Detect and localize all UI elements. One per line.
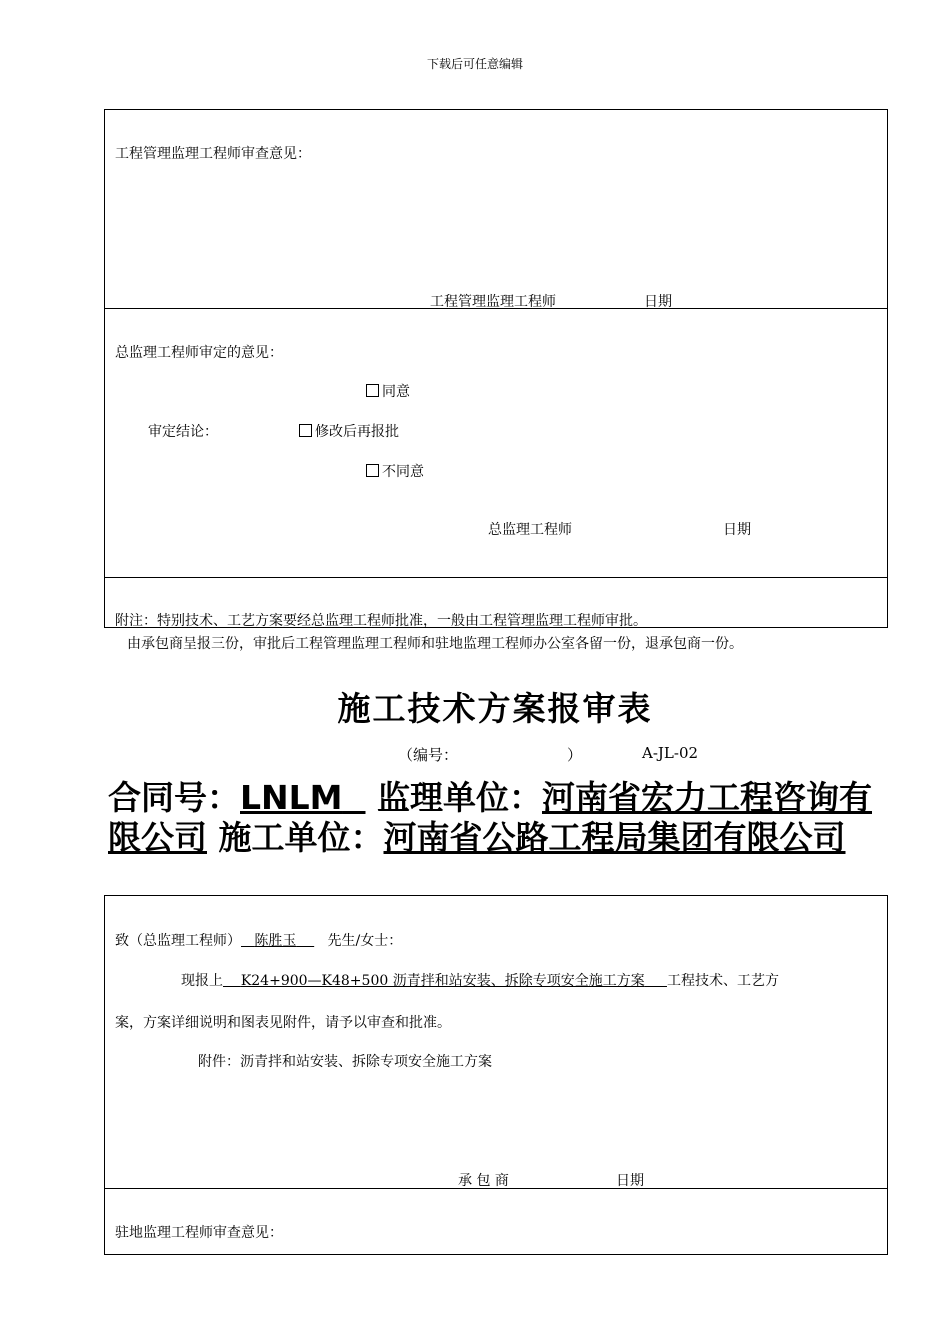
contractor-sign-label: 承 包 商 bbox=[458, 1173, 509, 1189]
attachment-line: 附件：沥青拌和站安装、拆除专项安全施工方案 bbox=[198, 1054, 492, 1070]
conclusion-label: 审定结论： bbox=[148, 424, 218, 440]
option-revise[interactable] bbox=[299, 421, 399, 441]
contractor-date-label: 日期 bbox=[616, 1173, 644, 1189]
note-line-2: 由承包商呈报三份，审批后工程管理监理工程师和驻地监理工程师办公室各留一份，退承包商一份。 bbox=[127, 636, 743, 652]
number-label: （编号： bbox=[398, 746, 459, 764]
number-close: ） bbox=[567, 746, 583, 764]
chief-opinion-label: 总监理工程师审定的意见： bbox=[115, 345, 283, 361]
supervisor-label: 监理单位： bbox=[377, 778, 542, 817]
option-label: 不同意 bbox=[382, 464, 424, 480]
engineer-date-label: 日期 bbox=[644, 294, 672, 310]
divider bbox=[104, 577, 888, 578]
option-label: 同意 bbox=[382, 384, 410, 400]
option-agree[interactable] bbox=[366, 381, 410, 401]
report-line: 现报上 K24+900—K48+500 沥青拌和站安装、拆除专项安全施工方案 工程技术、工艺方 bbox=[181, 973, 779, 989]
note-line-1: 附注：特别技术、工艺方案要经总监理工程师批准，一般由工程管理监理工程师审批。 bbox=[115, 613, 647, 629]
contract-label: 合同号： bbox=[108, 778, 240, 817]
chief-sign-label: 总监理工程师 bbox=[488, 522, 572, 538]
checkbox-icon[interactable] bbox=[366, 464, 379, 477]
contractor-name: 河南省公路工程局集团有限公司 bbox=[383, 818, 846, 857]
engineer-opinion-label: 工程管理监理工程师审查意见： bbox=[115, 146, 311, 162]
chief-date-label: 日期 bbox=[723, 522, 751, 538]
supervisor-name: 河南省宏力工程咨询有限公司 bbox=[108, 778, 872, 857]
form-code: A-JL-02 bbox=[642, 744, 699, 762]
contract-block bbox=[108, 778, 888, 858]
contractor-label: 施工单位： bbox=[218, 818, 384, 857]
engineer-sign-label: 工程管理监理工程师 bbox=[430, 294, 556, 310]
engineer-name: 陈胜玉 bbox=[254, 933, 297, 949]
resident-opinion-label: 驻地监理工程师审查意见： bbox=[115, 1225, 283, 1241]
checkbox-icon[interactable] bbox=[299, 424, 312, 437]
review-table-top bbox=[104, 109, 888, 628]
option-disagree[interactable] bbox=[366, 461, 424, 481]
form-title: 施工技术方案报审表 bbox=[337, 689, 653, 728]
report-line-2: 案，方案详细说明和图表见附件，请予以审查和批准。 bbox=[115, 1015, 451, 1031]
option-label: 修改后再报批 bbox=[315, 424, 399, 440]
addressee-line: 致（总监理工程师） 陈胜玉 先生/女士： bbox=[115, 933, 403, 949]
report-subject: K24+900—K48+500 沥青拌和站安装、拆除专项安全施工方案 bbox=[240, 973, 645, 989]
contract-number: LNLM bbox=[240, 778, 343, 817]
header-note: 下载后可任意编辑 bbox=[426, 57, 523, 71]
checkbox-icon[interactable] bbox=[366, 384, 379, 397]
